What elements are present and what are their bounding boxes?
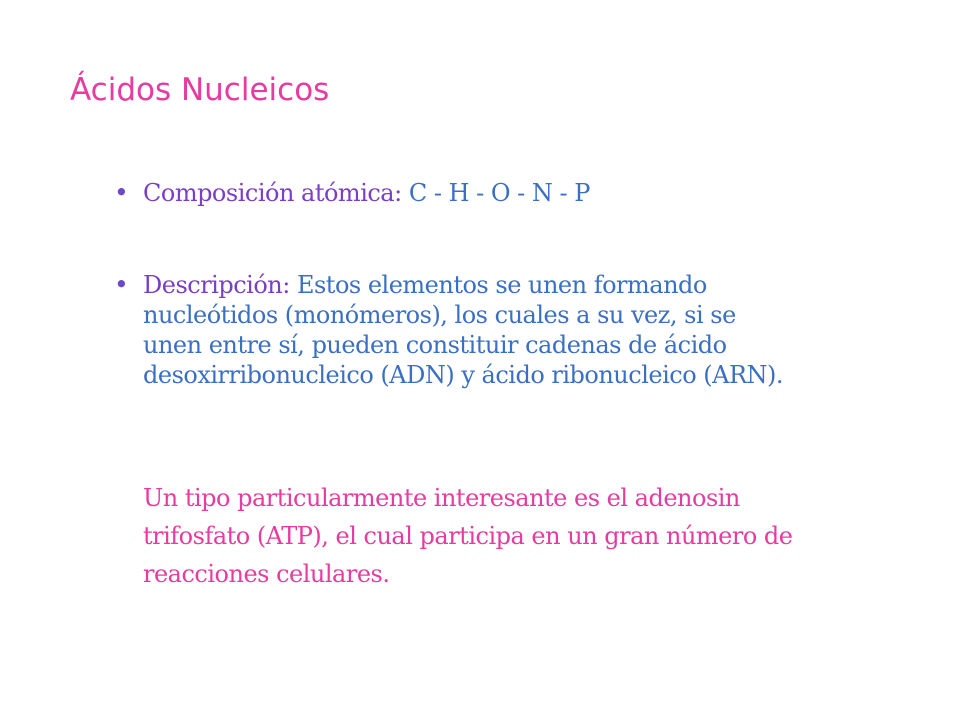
bullet-composition bbox=[143, 178, 590, 208]
atp-line: reacciones celulares. bbox=[143, 560, 390, 588]
bullet-description bbox=[143, 270, 783, 390]
composition-elements: C - H - O - N - P bbox=[401, 179, 590, 207]
description-line: unen entre sí, pueden constituir cadenas de ácido bbox=[143, 331, 727, 359]
bullet-marker: • bbox=[114, 178, 129, 207]
composition-label: Composición atómica: bbox=[143, 179, 402, 207]
description-line: desoxirribonucleico (ADN) y ácido ribonucleico (ARN). bbox=[143, 361, 784, 389]
description-line: nucleótidos (monómeros), los cuales a su vez, si se bbox=[143, 301, 736, 329]
atp-paragraph bbox=[143, 479, 792, 593]
description-text: Estos elementos se unen formando bbox=[289, 271, 707, 299]
atp-line: Un tipo particularmente interesante es el adenosin bbox=[143, 484, 740, 512]
slide-title: Ácidos Nucleicos bbox=[70, 72, 330, 108]
bullet-marker: • bbox=[114, 270, 129, 299]
description-label: Descripción: bbox=[143, 271, 290, 299]
atp-line: trifosfato (ATP), el cual participa en un gran número de bbox=[143, 522, 793, 550]
description-line bbox=[143, 270, 783, 300]
